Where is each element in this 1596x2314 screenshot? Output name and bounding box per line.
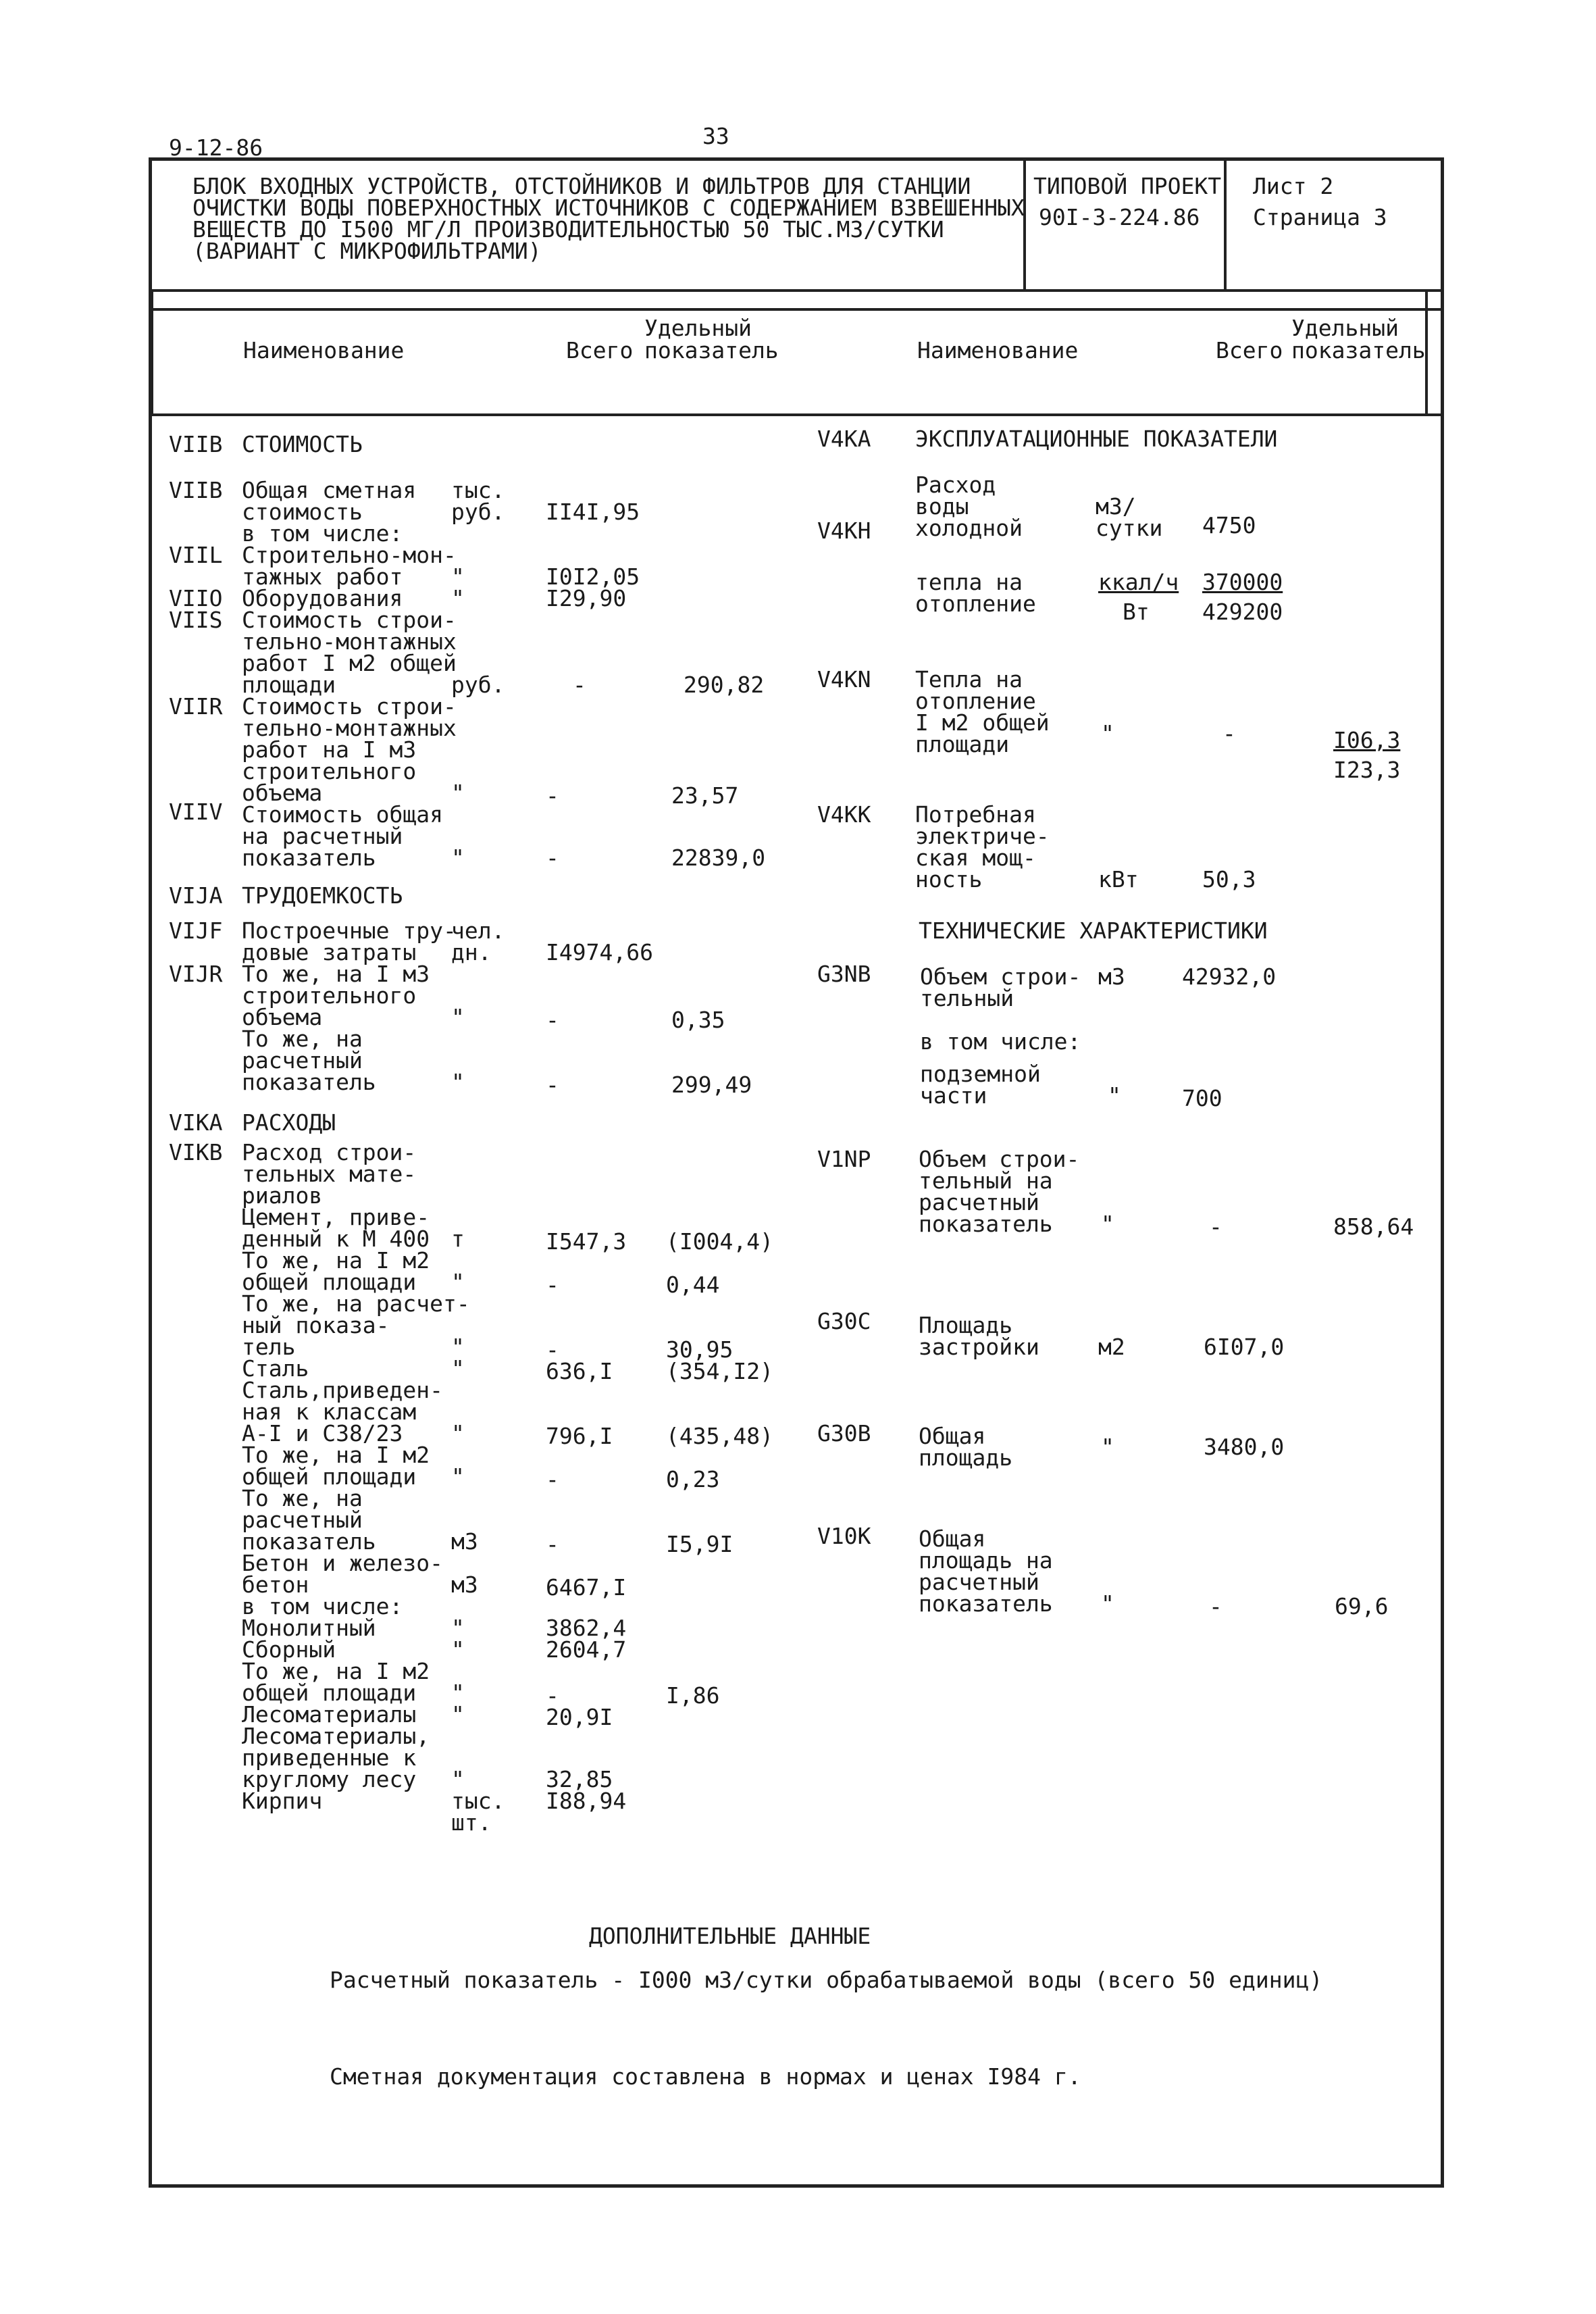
item-total: - xyxy=(546,1272,559,1298)
item-name: Строительно-мон- xyxy=(242,542,457,568)
item-name: площади xyxy=(242,672,336,698)
item-specific: 290,82 xyxy=(684,672,765,698)
item-name: показатель xyxy=(919,1211,1053,1237)
section-title-technical: ТЕХНИЧЕСКИЕ ХАРАКТЕРИСТИКИ xyxy=(919,917,1268,944)
item-unit: " xyxy=(451,1069,465,1095)
item-unit: м3 xyxy=(451,1571,478,1598)
item-unit: " xyxy=(1101,1590,1114,1617)
title-divider-1 xyxy=(1023,157,1026,289)
row-code: VIIV xyxy=(169,799,223,825)
item-name: строительного xyxy=(242,982,417,1009)
item-name: Бетон и железо- xyxy=(242,1550,444,1576)
item-name: денный к М 400 xyxy=(242,1226,430,1252)
item-unit: тыс. xyxy=(451,477,505,503)
item-name: Оборудования xyxy=(242,585,403,611)
item-total: 4750 xyxy=(1202,512,1256,538)
header-left-name: Наименование xyxy=(243,337,405,363)
item-name: показатель xyxy=(242,845,376,871)
item-unit: " xyxy=(451,1615,465,1641)
item-unit: " xyxy=(451,1680,465,1706)
item-name: Расход строи- xyxy=(242,1139,417,1165)
row-code: VIIS xyxy=(169,607,223,633)
item-total: 429200 xyxy=(1202,599,1283,625)
item-name: подземной xyxy=(920,1061,1041,1087)
title-bottom-rule xyxy=(149,289,1444,292)
header-left-rule xyxy=(151,289,153,415)
item-name: Стоимость строи- xyxy=(242,607,457,633)
item-unit: м3/ xyxy=(1096,493,1136,520)
item-specific: 858,64 xyxy=(1333,1213,1414,1240)
item-unit: " xyxy=(451,845,465,871)
header-right-name: Наименование xyxy=(917,337,1079,363)
item-name: расчетный xyxy=(242,1507,363,1533)
title-line: БЛОК ВХОДНЫХ УСТРОЙСТВ, ОТСТОЙНИКОВ И ФИЛЬТРОВ ДЛЯ СТАНЦИИ xyxy=(192,173,971,199)
item-name: показатель xyxy=(242,1528,376,1555)
row-code: VIIR xyxy=(169,693,223,720)
item-name: площадь на xyxy=(919,1547,1053,1574)
item-total: - xyxy=(546,1682,559,1709)
page-of-set: Страница 3 xyxy=(1253,204,1387,230)
section-title-labor: ТРУДОЕМКОСТЬ xyxy=(242,882,403,909)
item-name: Потребная xyxy=(915,801,1036,828)
item-name: объема xyxy=(242,1004,323,1030)
item-name: тельно-монтажных xyxy=(242,715,457,741)
item-unit: " xyxy=(451,585,465,611)
item-unit: " xyxy=(1101,1434,1114,1460)
item-total: 3480,0 xyxy=(1204,1434,1285,1460)
item-name: в том числе: xyxy=(242,1593,403,1619)
item-name: Стоимость строи- xyxy=(242,693,457,720)
item-total: 6467,I xyxy=(546,1574,627,1601)
item-specific: I23,3 xyxy=(1333,757,1401,783)
item-name: расчетный xyxy=(242,1047,363,1074)
item-name: Построечные тру- xyxy=(242,917,457,944)
item-unit: руб. xyxy=(451,672,505,698)
row-code: VIIL xyxy=(169,542,223,568)
item-name: в том числе: xyxy=(242,520,403,547)
item-name: риалов xyxy=(242,1182,323,1209)
item-name: Объем строи- xyxy=(919,1146,1080,1172)
item-total: I29,90 xyxy=(546,585,627,611)
item-total: I547,3 xyxy=(546,1228,627,1255)
item-name: застройки xyxy=(919,1334,1039,1360)
item-name: Сталь xyxy=(242,1355,309,1382)
item-specific: (I004,4) xyxy=(666,1228,773,1255)
item-name: общей площади xyxy=(242,1680,417,1706)
header-top-rule xyxy=(149,308,1444,311)
row-code: V4KN xyxy=(817,666,871,693)
item-unit: м3 xyxy=(1098,963,1125,990)
item-unit: м3 xyxy=(451,1528,478,1555)
item-name: довые затраты xyxy=(242,939,417,965)
item-name: А-I и С38/23 xyxy=(242,1420,403,1447)
row-code: VIKA xyxy=(169,1109,223,1136)
row-code: VIJA xyxy=(169,882,223,909)
item-unit: ккал/ч xyxy=(1098,569,1179,595)
row-code: VIKB xyxy=(169,1139,223,1165)
item-name: Сборный xyxy=(242,1636,336,1663)
item-name: Общая сметная xyxy=(242,477,417,503)
item-specific: (435,48) xyxy=(666,1423,773,1449)
item-name: показатель xyxy=(242,1069,376,1095)
item-total: 50,3 xyxy=(1202,866,1256,892)
item-name: тепла на xyxy=(915,569,1023,595)
item-total: II4I,95 xyxy=(546,499,640,525)
item-name: Лесоматериалы, xyxy=(242,1723,430,1749)
title-divider-2 xyxy=(1224,157,1227,289)
item-name: работ на I м3 xyxy=(242,736,417,763)
item-name: приведенные к xyxy=(242,1744,417,1771)
row-code: G3NB xyxy=(817,961,871,987)
item-name: в том числе: xyxy=(920,1028,1081,1055)
header-left-specific: Удельный xyxy=(644,315,752,341)
item-specific: 23,57 xyxy=(671,782,739,809)
item-name: То же, на I м2 xyxy=(242,1247,430,1274)
item-name: I м2 общей xyxy=(915,709,1050,736)
row-code: VIIO xyxy=(169,585,223,611)
item-specific: 22839,0 xyxy=(671,845,766,871)
title-line: (ВАРИАНТ С МИКРОФИЛЬТРАМИ) xyxy=(192,238,542,264)
item-total: I4974,66 xyxy=(546,939,653,965)
item-total: 3862,4 xyxy=(546,1615,627,1641)
item-name: строительного xyxy=(242,758,417,784)
item-name: общей площади xyxy=(242,1463,417,1490)
item-total: - xyxy=(546,1072,559,1098)
item-name: отопление xyxy=(915,688,1036,714)
item-specific: I,86 xyxy=(666,1682,720,1709)
item-total: - xyxy=(546,1007,559,1033)
row-code: V1NP xyxy=(817,1146,871,1172)
item-total: 700 xyxy=(1182,1085,1222,1111)
item-name: ный показа- xyxy=(242,1312,390,1338)
item-name: То же, на расчет- xyxy=(242,1290,470,1317)
item-total: 370000 xyxy=(1202,569,1283,595)
header-left-total: Всего xyxy=(566,337,634,363)
header-bottom-rule xyxy=(149,413,1444,416)
footer-pricing-note: Сметная документация составлена в нормах и ценах I984 г. xyxy=(330,2063,1081,2090)
item-name: общей площади xyxy=(242,1269,417,1295)
item-name: расчетный xyxy=(919,1189,1039,1215)
item-unit: " xyxy=(451,1004,465,1030)
item-specific: I5,9I xyxy=(666,1531,733,1557)
item-unit: шт. xyxy=(451,1809,492,1836)
item-name: Тепла на xyxy=(915,666,1023,693)
item-specific: 30,95 xyxy=(666,1336,733,1363)
row-code: VIJR xyxy=(169,961,223,987)
header-left-specific: показатель xyxy=(644,337,779,363)
item-unit: " xyxy=(451,1636,465,1663)
item-unit: кВт xyxy=(1098,866,1139,892)
item-specific: 0,44 xyxy=(666,1272,720,1298)
item-name: То же, на I м3 xyxy=(242,961,430,987)
row-code: VIIB xyxy=(169,477,223,503)
item-unit: " xyxy=(451,1269,465,1295)
item-name: Лесоматериалы xyxy=(242,1701,417,1728)
item-unit: " xyxy=(451,1420,465,1447)
row-code: VIJF xyxy=(169,917,223,944)
item-name: отопление xyxy=(915,590,1036,617)
header-right-total: Всего xyxy=(1216,337,1283,363)
doc-code: 9-12-86 xyxy=(169,134,263,161)
item-unit: дн. xyxy=(451,939,492,965)
item-name: на расчетный xyxy=(242,823,403,849)
row-code: V4KK xyxy=(817,801,871,828)
item-specific: 0,35 xyxy=(671,1007,725,1033)
item-name: Расход xyxy=(915,472,996,498)
item-unit: Вт xyxy=(1123,599,1150,625)
item-name: ность xyxy=(915,866,983,892)
item-name: Объем строи- xyxy=(920,963,1081,990)
item-specific: 69,6 xyxy=(1335,1593,1389,1619)
item-total: 20,9I xyxy=(546,1704,613,1730)
item-name: То же, на xyxy=(242,1485,363,1511)
item-name: То же, на I м2 xyxy=(242,1442,430,1468)
row-code: VIIB xyxy=(169,431,223,457)
item-name: Монолитный xyxy=(242,1615,376,1641)
item-name: стоимость xyxy=(242,499,363,525)
item-name: Сталь,приведен- xyxy=(242,1377,444,1403)
page-number: 33 xyxy=(702,123,729,149)
item-specific: 299,49 xyxy=(671,1072,752,1098)
item-name: То же, на xyxy=(242,1026,363,1052)
item-unit: " xyxy=(1101,720,1114,747)
project-label: ТИПОВОЙ ПРОЕКТ xyxy=(1033,173,1222,199)
item-unit: тыс. xyxy=(451,1788,505,1814)
item-unit: сутки xyxy=(1096,515,1163,541)
item-total: - xyxy=(546,1531,559,1557)
item-total: - xyxy=(546,1336,559,1363)
item-name: площадь xyxy=(919,1444,1013,1471)
item-name: То же, на I м2 xyxy=(242,1658,430,1684)
item-name: расчетный xyxy=(919,1569,1039,1595)
header-right-specific: Удельный xyxy=(1291,315,1399,341)
item-name: объема xyxy=(242,780,323,806)
item-name: холодной xyxy=(915,515,1023,541)
footer-basis-note: Расчетный показатель - I000 м3/сутки обрабатываемой воды (всего 50 единиц) xyxy=(330,1967,1323,1993)
item-total: 636,I xyxy=(546,1358,613,1384)
item-unit: " xyxy=(451,780,465,806)
item-name: площади xyxy=(915,731,1010,757)
item-unit: чел. xyxy=(451,917,505,944)
project-number: 90I-3-224.86 xyxy=(1039,204,1200,230)
row-code: G30B xyxy=(817,1420,871,1447)
row-code: V10K xyxy=(817,1523,871,1549)
item-total: 42932,0 xyxy=(1182,963,1277,990)
section-title-expenses: РАСХОДЫ xyxy=(242,1109,336,1136)
row-code: V4KH xyxy=(817,518,871,544)
item-total: 2604,7 xyxy=(546,1636,627,1663)
item-name: круглому лесу xyxy=(242,1766,417,1792)
item-total: - xyxy=(1209,1213,1222,1240)
row-code: G30C xyxy=(817,1308,871,1334)
item-name: ная к классам xyxy=(242,1399,417,1425)
item-unit: " xyxy=(1101,1211,1114,1237)
item-name: тажных работ xyxy=(242,563,403,590)
item-unit: " xyxy=(451,1766,465,1792)
item-unit: м2 xyxy=(1098,1334,1125,1360)
item-unit: " xyxy=(451,1355,465,1382)
item-unit: " xyxy=(451,1463,465,1490)
item-total: - xyxy=(546,1466,559,1492)
item-unit: т xyxy=(451,1226,465,1252)
item-name: ская мощ- xyxy=(915,845,1036,871)
item-total: - xyxy=(1222,720,1236,747)
item-name: Общая xyxy=(919,1526,986,1552)
item-name: Кирпич xyxy=(242,1788,323,1814)
item-unit: " xyxy=(1108,1082,1121,1109)
sheet-number: Лист 2 xyxy=(1253,173,1334,199)
row-code: V4KA xyxy=(817,426,871,452)
item-name: тельно-монтажных xyxy=(242,628,457,655)
item-name: электриче- xyxy=(915,823,1050,849)
item-specific: 0,23 xyxy=(666,1466,720,1492)
item-specific: I06,3 xyxy=(1333,727,1401,753)
section-title-cost: СТОИМОСТЬ xyxy=(242,431,363,457)
item-total: - xyxy=(546,845,559,871)
item-name: тель xyxy=(242,1334,296,1360)
item-name: части xyxy=(920,1082,987,1109)
item-total: - xyxy=(546,782,559,809)
item-total: 32,85 xyxy=(546,1766,613,1792)
item-name: воды xyxy=(915,493,969,520)
section-title-operational: ЭКСПЛУАТАЦИОННЫЕ ПОКАЗАТЕЛИ xyxy=(915,426,1278,452)
item-unit: " xyxy=(451,1701,465,1728)
item-name: Общая xyxy=(919,1423,986,1449)
item-unit: " xyxy=(451,563,465,590)
item-total: - xyxy=(1209,1593,1222,1619)
item-name: тельных мате- xyxy=(242,1161,417,1187)
item-name: Площадь xyxy=(919,1312,1013,1338)
item-unit: руб. xyxy=(451,499,505,525)
title-line: ВЕЩЕСТВ ДО I500 МГ/Л ПРОИЗВОДИТЕЛЬНОСТЬЮ 50 ТЫС.М3/СУТКИ xyxy=(192,216,944,243)
item-specific: (354,I2) xyxy=(666,1358,773,1384)
item-name: Стоимость общая xyxy=(242,801,444,828)
item-total: 796,I xyxy=(546,1423,613,1449)
item-name: бетон xyxy=(242,1571,309,1598)
item-total: I88,94 xyxy=(546,1788,627,1814)
item-name: тельный на xyxy=(919,1167,1053,1194)
item-name: работ I м2 общей xyxy=(242,650,457,676)
header-right-specific: показатель xyxy=(1291,337,1426,363)
item-total: 6I07,0 xyxy=(1204,1334,1285,1360)
item-name: показатель xyxy=(919,1590,1053,1617)
item-total: I0I2,05 xyxy=(546,563,640,590)
item-name: тельный xyxy=(920,985,1014,1011)
item-name: Цемент, приве- xyxy=(242,1204,430,1230)
item-unit: " xyxy=(451,1334,465,1360)
item-total: - xyxy=(573,672,586,698)
title-line: ОЧИСТКИ ВОДЫ ПОВЕРХНОСТНЫХ ИСТОЧНИКОВ С СОДЕРЖАНИЕМ ВЗВЕШЕННЫХ xyxy=(192,195,1025,221)
footer-title: ДОПОЛНИТЕЛЬНЫЕ ДАННЫЕ xyxy=(589,1923,871,1949)
